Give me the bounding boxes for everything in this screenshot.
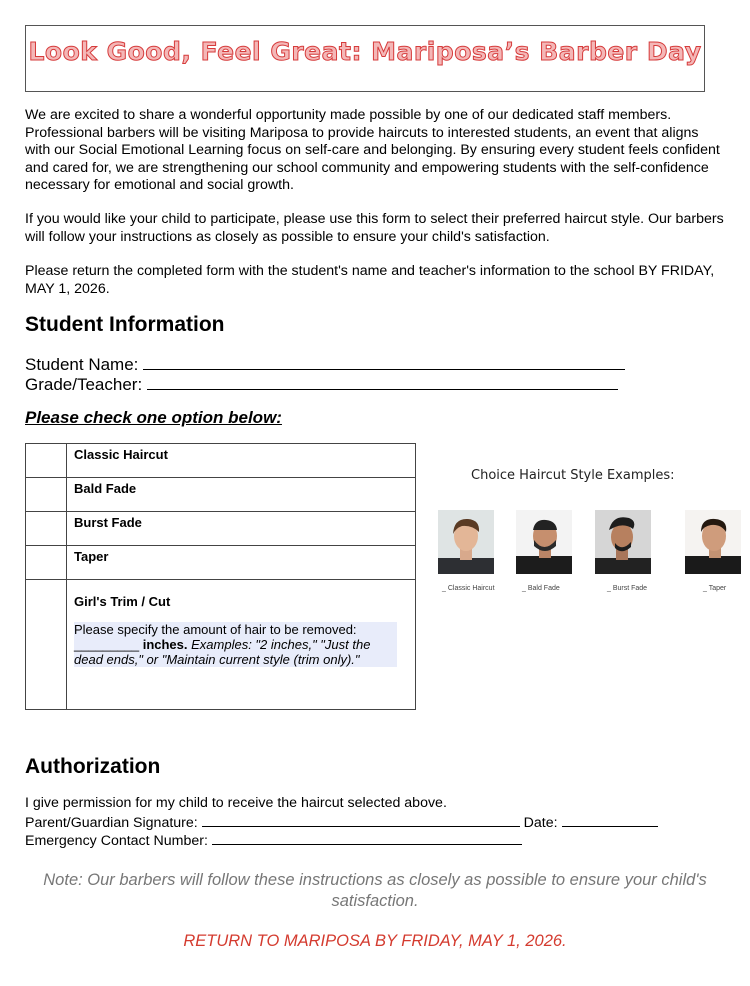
option-label: Burst Fade <box>67 512 416 546</box>
girls-trim-examples: Examples: "2 inches," "Just the dead ends," or "Maintain current style (trim only)." <box>74 637 371 667</box>
option-row <box>26 546 416 580</box>
emergency-contact-field[interactable] <box>212 831 522 845</box>
date-label: Date: <box>523 815 558 831</box>
student-name-field[interactable] <box>143 354 625 370</box>
girls-trim-checkbox[interactable] <box>26 580 67 710</box>
inches-label: inches. <box>142 637 188 652</box>
emergency-row <box>25 831 522 850</box>
intro-paragraph-1: We are excited to share a wonderful opportunity made possible by one of our dedicated staff members. Professional barbers will be visiting Mariposa to provide haircuts to interested students, an event that aligns with our Social Emotional Learning focus on self-care and belonging. By ensuring every student feels confident and cared for, we are strengthening our school community and empowering students with the self-confidence necessary for emotional and social growth. <box>25 107 720 193</box>
option-row <box>26 512 416 546</box>
gallery-caption: Choice Haircut Style Examples: <box>471 468 675 483</box>
bald-fade-photo-label: _ Bald Fade <box>522 585 560 592</box>
inches-blank-field[interactable]: _________ <box>74 637 140 652</box>
option-label: Bald Fade <box>67 478 416 512</box>
taper-photo-label: _ Taper <box>703 585 727 592</box>
signature-label: Parent/Guardian Signature: <box>25 815 198 831</box>
option-row <box>26 478 416 512</box>
student-name-row <box>25 354 625 375</box>
permission-text: I give permission for my child to receive the haircut selected above. <box>25 795 447 811</box>
classic-haircut-photo-icon <box>438 510 494 574</box>
option-label: Taper <box>67 546 416 580</box>
girls-trim-instructions <box>74 622 397 667</box>
bald-fade-checkbox[interactable] <box>26 478 67 512</box>
girls-trim-intro: Please specify the amount of hair to be removed: <box>74 622 357 637</box>
date-field[interactable] <box>562 813 658 827</box>
grade-teacher-label: Grade/Teacher: <box>25 375 143 394</box>
option-label: Girl's Trim / Cut <box>74 594 171 609</box>
intro-paragraph-2: If you would like your child to participate, please use this form to select their preferred haircut style. Our barbers will follow your instructions as closely as possible to ensure your child's satisfaction. <box>25 211 724 245</box>
grade-teacher-field[interactable] <box>147 374 618 390</box>
taper-checkbox[interactable] <box>26 546 67 580</box>
authorization-heading: Authorization <box>25 755 161 778</box>
bald-fade-photo-icon <box>516 510 572 574</box>
burst-fade-photo-label: _ Burst Fade <box>607 585 648 592</box>
option-row <box>26 444 416 478</box>
haircut-options-table <box>25 443 416 710</box>
intro-paragraph-3: Please return the completed form with the student's name and teacher's information to the school BY FRIDAY, MAY 1, 2026. <box>25 263 715 297</box>
emergency-label: Emergency Contact Number: <box>25 833 208 849</box>
signature-row <box>25 813 658 832</box>
classic-haircut-photo-label: _ Classic Haircut <box>442 585 495 592</box>
page-title: Look Good, Feel Great: Mariposa’s Barber Day <box>28 37 702 66</box>
grade-teacher-row <box>25 374 618 395</box>
burst-fade-checkbox[interactable] <box>26 512 67 546</box>
footer-note: Note: Our barbers will follow these instructions as closely as possible to ensure your child's satisfaction. <box>43 871 707 910</box>
girls-trim-cell <box>67 580 416 710</box>
student-name-label: Student Name: <box>25 355 139 374</box>
burst-fade-photo-icon <box>595 510 651 574</box>
option-row <box>26 580 416 710</box>
taper-photo-icon <box>685 510 741 574</box>
signature-field[interactable] <box>202 813 520 827</box>
student-info-heading: Student Information <box>25 313 225 336</box>
option-label: Classic Haircut <box>67 444 416 478</box>
title-box <box>25 25 705 92</box>
options-heading: Please check one option below: <box>25 408 282 427</box>
classic-haircut-checkbox[interactable] <box>26 444 67 478</box>
return-notice: RETURN TO MARIPOSA BY FRIDAY, MAY 1, 2026. <box>183 932 567 950</box>
